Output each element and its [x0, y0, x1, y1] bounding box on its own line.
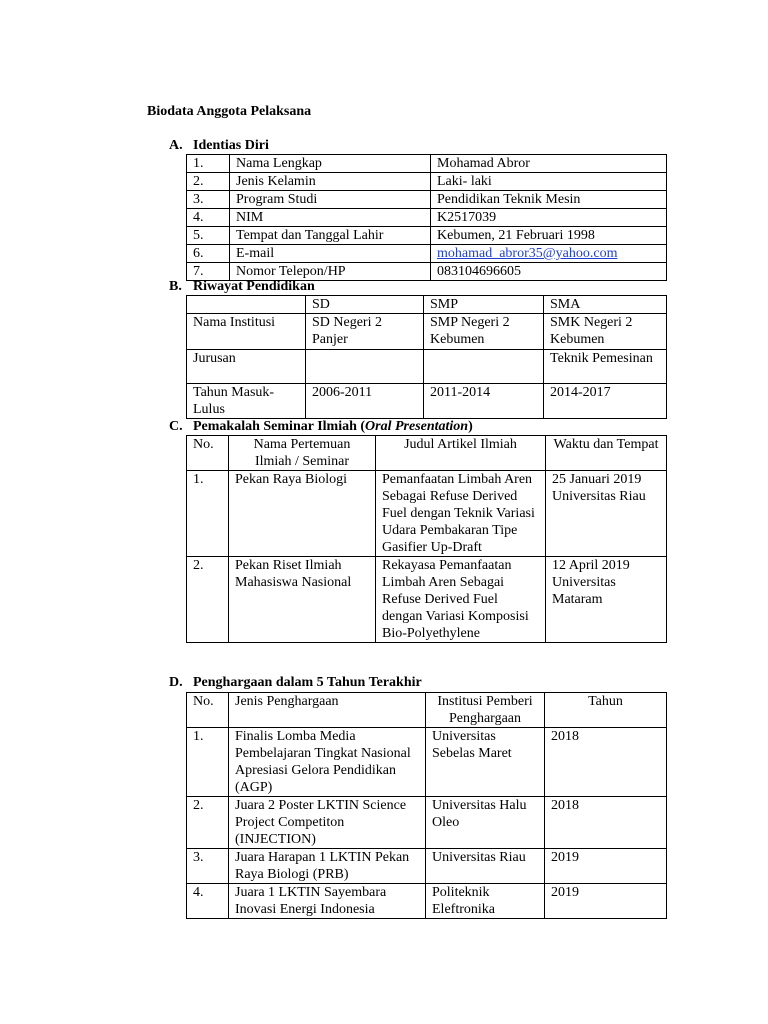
year-cell: 2018 [545, 797, 667, 849]
identity-value: 083104696605 [431, 263, 667, 281]
award-cell: Finalis Lomba Media Pembelajaran Tingkat Nasional Apresiasi Gelora Pendidikan (AGP) [229, 728, 426, 797]
identity-table [186, 154, 667, 281]
row-number: 4. [187, 209, 230, 227]
table-row [187, 209, 667, 227]
identity-value: Laki- laki [431, 173, 667, 191]
row-label: Jurusan [187, 350, 306, 384]
table-row [187, 384, 667, 419]
time-place-cell: 12 April 2019 Universitas Mataram [546, 557, 667, 643]
header-cell: Jenis Penghargaan [229, 693, 426, 728]
table-row [187, 173, 667, 191]
table-row [187, 227, 667, 245]
header-cell: Nama Pertemuan Ilmiah / Seminar [229, 436, 376, 471]
award-cell: Juara 2 Poster LKTIN Science Project Competiton (INJECTION) [229, 797, 426, 849]
award-cell: Juara 1 LKTIN Sayembara Inovasi Energi Indonesia [229, 884, 426, 919]
year-cell: 2018 [545, 728, 667, 797]
institution-cell: Universitas Sebelas Maret [426, 728, 545, 797]
time-place-cell: 25 Januari 2019 Universitas Riau [546, 471, 667, 557]
table-row [187, 728, 667, 797]
row-number: 4. [187, 884, 229, 919]
identity-value: Mohamad Abror [431, 155, 667, 173]
awards-table [186, 692, 667, 919]
institution-cell: Universitas Riau [426, 849, 545, 884]
header-cell: Waktu dan Tempat [546, 436, 667, 471]
section-c-letter: C. [169, 419, 183, 434]
table-row [187, 314, 667, 350]
section-d-letter: D. [169, 675, 183, 690]
row-number: 6. [187, 245, 230, 263]
section-c-title-suffix: ) [468, 419, 473, 434]
article-title-cell: Rekayasa Pemanfaatan Limbah Aren Sebagai Refuse Derived Fuel dengan Variasi Komposisi Bio-Polyethylene [376, 557, 546, 643]
row-number: 1. [187, 728, 229, 797]
section-c-title: Pemakalah Seminar Ilmiah ( [193, 419, 366, 434]
identity-label: Program Studi [230, 191, 431, 209]
row-number: 3. [187, 191, 230, 209]
table-header-row [187, 693, 667, 728]
identity-label: NIM [230, 209, 431, 227]
section-a-letter: A. [169, 138, 183, 153]
section-c-title-italic: Oral Presentation [365, 419, 469, 434]
section-b-letter: B. [169, 279, 182, 294]
award-cell: Juara Harapan 1 LKTIN Pekan Raya Biologi (PRB) [229, 849, 426, 884]
row-label: Nama Institusi [187, 314, 306, 350]
header-cell: Tahun [545, 693, 667, 728]
row-number: 1. [187, 155, 230, 173]
identity-label: Jenis Kelamin [230, 173, 431, 191]
section-c-heading [169, 418, 473, 435]
section-b-title: Riwayat Pendidikan [193, 279, 315, 294]
header-cell: Institusi Pemberi Penghargaan [426, 693, 545, 728]
row-number: 2. [187, 797, 229, 849]
row-label: Tahun Masuk-Lulus [187, 384, 306, 419]
section-d-title: Penghargaan dalam 5 Tahun Terakhir [193, 675, 422, 690]
header-cell: SD [306, 296, 424, 314]
identity-label: Nomor Telepon/HP [230, 263, 431, 281]
header-cell: SMP [424, 296, 544, 314]
smp-cell: SMP Negeri 2 Kebumen [424, 314, 544, 350]
section-a-title: Identias Diri [193, 138, 269, 153]
row-number: 5. [187, 227, 230, 245]
sd-cell [306, 350, 424, 384]
event-cell: Pekan Riset Ilmiah Mahasiswa Nasional [229, 557, 376, 643]
year-cell: 2019 [545, 884, 667, 919]
year-cell: 2019 [545, 849, 667, 884]
table-row [187, 797, 667, 849]
sma-cell: Teknik Pemesinan [544, 350, 667, 384]
institution-cell: Politeknik Eleftronika [426, 884, 545, 919]
institution-cell: Universitas Halu Oleo [426, 797, 545, 849]
identity-value: K2517039 [431, 209, 667, 227]
table-row [187, 350, 667, 384]
table-header-row [187, 296, 667, 314]
education-table [186, 295, 667, 419]
table-row [187, 884, 667, 919]
row-number: 2. [187, 173, 230, 191]
table-row [187, 557, 667, 643]
table-row [187, 471, 667, 557]
seminar-table [186, 435, 667, 643]
smp-cell: 2011-2014 [424, 384, 544, 419]
email-link[interactable]: mohamad_abror35@yahoo.com [437, 246, 618, 261]
table-row [187, 191, 667, 209]
section-a-heading [169, 137, 269, 154]
row-number: 2. [187, 557, 229, 643]
section-d-heading [169, 674, 422, 691]
header-cell: No. [187, 693, 229, 728]
identity-label: Nama Lengkap [230, 155, 431, 173]
row-number: 1. [187, 471, 229, 557]
table-row [187, 155, 667, 173]
sma-cell: SMK Negeri 2 Kebumen [544, 314, 667, 350]
header-cell: SMA [544, 296, 667, 314]
document-title: Biodata Anggota Pelaksana [147, 104, 312, 119]
header-cell [187, 296, 306, 314]
section-b-heading [169, 278, 315, 295]
sma-cell: 2014-2017 [544, 384, 667, 419]
article-title-cell: Pemanfaatan Limbah Aren Sebagai Refuse Derived Fuel dengan Teknik Variasi Udara Pembakaran Tipe Gasifier Up-Draft [376, 471, 546, 557]
identity-label: Tempat dan Tanggal Lahir [230, 227, 431, 245]
table-header-row [187, 436, 667, 471]
identity-value: Kebumen, 21 Februari 1998 [431, 227, 667, 245]
header-cell: Judul Artikel Ilmiah [376, 436, 546, 471]
identity-label: E-mail [230, 245, 431, 263]
table-row [187, 849, 667, 884]
identity-value [431, 245, 667, 263]
header-cell: No. [187, 436, 229, 471]
sd-cell: 2006-2011 [306, 384, 424, 419]
sd-cell: SD Negeri 2 Panjer [306, 314, 424, 350]
event-cell: Pekan Raya Biologi [229, 471, 376, 557]
identity-value: Pendidikan Teknik Mesin [431, 191, 667, 209]
row-number: 7. [187, 263, 230, 281]
smp-cell [424, 350, 544, 384]
table-row [187, 245, 667, 263]
row-number: 3. [187, 849, 229, 884]
